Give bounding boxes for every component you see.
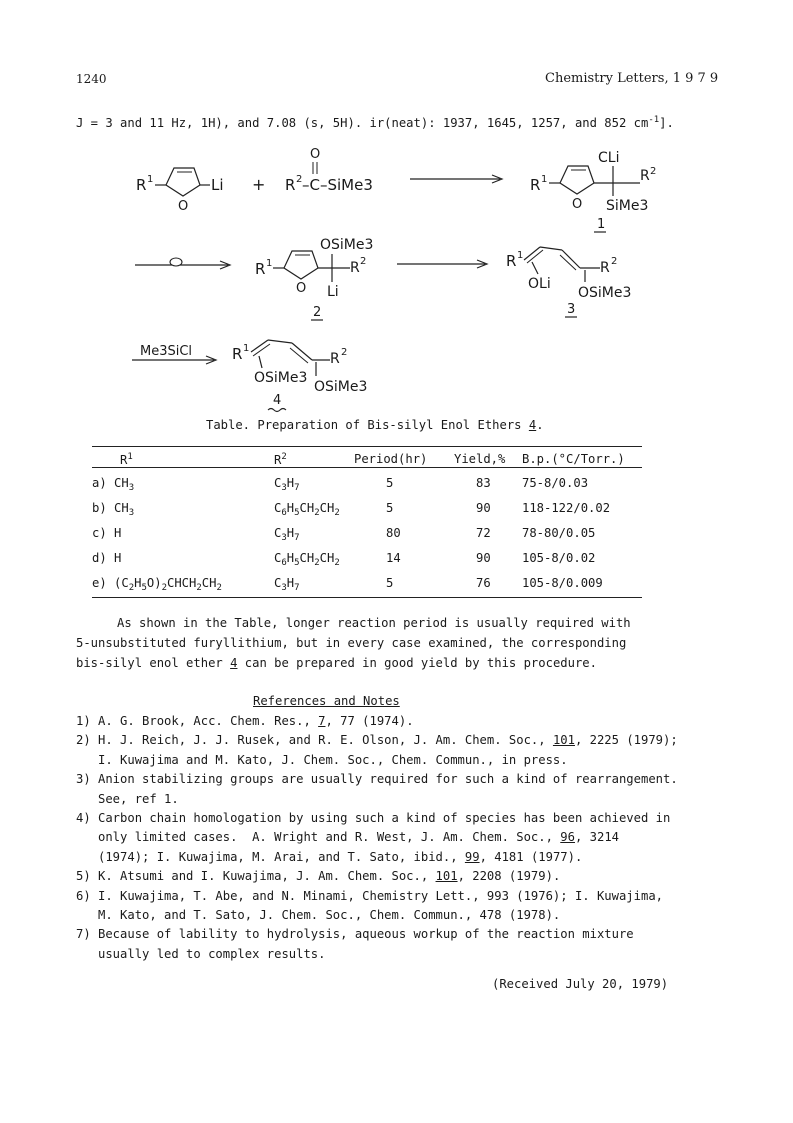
reference-line: only limited cases. A. Wright and R. West, J. Am. Chem. Soc., 96, 3214 (76, 830, 619, 845)
svg-text:2: 2 (296, 174, 303, 185)
page-number: 1240 (76, 72, 107, 86)
table-cell-period: 14 (386, 551, 401, 565)
svg-text:OSiMe3: OSiMe3 (578, 285, 632, 301)
table-cell-bp: 118-122/0.02 (522, 501, 611, 515)
svg-text:R: R (600, 260, 610, 276)
svg-text:O: O (310, 147, 321, 162)
reagent-label: Me3SiCl (140, 344, 193, 359)
svg-text:2: 2 (360, 256, 367, 267)
svg-text:1: 1 (517, 250, 524, 261)
table-cell-bp: 105-8/0.009 (522, 576, 603, 590)
table-cell-yield: 90 (476, 501, 491, 515)
reference-line: usually led to complex results. (76, 946, 326, 961)
svg-text:1: 1 (541, 174, 548, 185)
svg-text:1: 1 (243, 343, 250, 354)
compound-2-structure (255, 237, 373, 320)
reference-line: 1) A. G. Brook, Acc. Chem. Res., 7, 77 (1974). (76, 714, 414, 728)
compound-3-structure (506, 247, 631, 317)
svg-text:OSiMe3: OSiMe3 (254, 370, 308, 386)
svg-text:Li: Li (211, 176, 224, 194)
svg-text:R: R (530, 176, 541, 194)
table-cell-r2: $C_6H_5CH_2CH_2$ (274, 551, 340, 568)
svg-text:1: 1 (147, 174, 154, 185)
table-cell-bp: 75-8/0.03 (522, 476, 589, 490)
svg-text:Li: Li (327, 284, 339, 300)
table-cell-r1: d) H (92, 551, 122, 565)
svg-text:1: 1 (597, 217, 606, 232)
svg-text:4: 4 (273, 393, 282, 408)
table-cell-r1: b) $CH_3$ (92, 501, 135, 518)
svg-text:O: O (178, 199, 189, 214)
furyllithium-structure (136, 168, 224, 214)
journal-header: Chemistry Letters, 1 9 7 9 (545, 71, 719, 86)
svg-text:1: 1 (266, 258, 273, 269)
reference-line: (1974); I. Kuwajima, M. Arai, and T. Sato, ibid., 99, 4181 (1977). (76, 849, 583, 864)
table-bottom-rule (92, 597, 642, 598)
table-cell-period: 5 (386, 476, 394, 490)
paragraph-line-2: 5-unsubstituted furyllithium, but in every case examined, the corresponding (76, 636, 627, 650)
table-cell-bp: 78-80/0.05 (522, 526, 596, 540)
table-cell-period: 5 (386, 501, 394, 515)
table-top-rule (92, 446, 642, 447)
paragraph-line-1: As shown in the Table, longer reaction period is usually required with (117, 616, 631, 630)
table-cell-period: 5 (386, 576, 394, 590)
circle-arrow-mark (170, 258, 182, 266)
table-cell-bp: 105-8/0.02 (522, 551, 596, 565)
svg-text:2: 2 (341, 347, 348, 358)
svg-text:CLi: CLi (598, 150, 620, 166)
svg-text:R: R (285, 176, 296, 194)
table-header-rule (92, 467, 642, 468)
svg-text:2: 2 (313, 305, 322, 320)
table-cell-r2: $C_3H_7$ (274, 526, 300, 543)
svg-text:3: 3 (567, 302, 576, 317)
plus-sign: + (252, 175, 266, 194)
svg-text:R: R (640, 168, 650, 184)
table-cell-yield: 90 (476, 551, 491, 565)
col-header-bp: B.p.(°C/Torr.) (522, 452, 625, 466)
svg-text:SiMe3: SiMe3 (606, 198, 649, 214)
svg-text:2: 2 (650, 166, 657, 177)
table-cell-r1: e) $(C_2H_5O)_2CHCH_2CH_2$ (92, 576, 222, 593)
intro-line: J = 3 and 11 Hz, 1H), and 7.08 (s, 5H). ir(neat): 1937, 1645, 1257, and 852 $cm^{-1}$]. (76, 115, 674, 130)
reference-line: 5) K. Atsumi and I. Kuwajima, J. Am. Chem. Soc., 101, 2208 (1979). (76, 869, 561, 884)
col-header-yield: Yield,% (454, 452, 506, 466)
svg-text:R: R (136, 176, 147, 194)
reference-line: M. Kato, and T. Sato, J. Chem. Soc., Chem. Commun., 478 (1978). (76, 908, 561, 922)
table-cell-period: 80 (386, 526, 401, 540)
table-cell-r2: $C_6H_5CH_2CH_2$ (274, 501, 340, 518)
col-header-r1: $R^1$ (120, 452, 133, 467)
table-cell-yield: 76 (476, 576, 491, 590)
table-cell-r2: $C_3H_7$ (274, 476, 300, 493)
compound-4-structure (232, 340, 367, 412)
svg-text:OSiMe3: OSiMe3 (314, 379, 368, 395)
table-cell-r1: a) $CH_3$ (92, 476, 135, 493)
svg-text:2: 2 (611, 256, 618, 267)
svg-text:O: O (296, 281, 307, 296)
table-cell-r1: c) H (92, 526, 122, 540)
compound-1-structure (530, 150, 656, 232)
acylsilane-structure (285, 147, 373, 194)
svg-text:–C–SiMe3: –C–SiMe3 (302, 176, 373, 194)
svg-text:R: R (255, 260, 266, 278)
reference-line: 2) H. J. Reich, J. J. Rusek, and R. E. Olson, J. Am. Chem. Soc., 101, 2225 (1979); (76, 733, 678, 748)
reference-line: I. Kuwajima and M. Kato, J. Chem. Soc., Chem. Commun., in press. (76, 752, 568, 767)
svg-text:R: R (232, 345, 243, 363)
col-header-r2: $R^2$ (274, 452, 287, 467)
reaction-scheme (0, 0, 793, 420)
reference-line: 7) Because of lability to hydrolysis, aqueous workup of the reaction mixture (76, 927, 634, 942)
svg-text:R: R (350, 260, 360, 276)
col-header-period: Period(hr) (354, 452, 428, 466)
table-cell-yield: 83 (476, 476, 491, 490)
received-date: (Received July 20, 1979) (492, 977, 669, 991)
table-cell-yield: 72 (476, 526, 491, 540)
reference-line: 4) Carbon chain homologation by using such a kind of species has been achieved in (76, 811, 671, 825)
paragraph-line-3: bis-silyl enol ether 4 can be prepared in good yield by this procedure. (76, 656, 597, 670)
svg-text:O: O (572, 197, 583, 212)
reference-line: 6) I. Kuwajima, T. Abe, and N. Minami, Chemistry Lett., 993 (1976); I. Kuwajima, (76, 888, 663, 903)
svg-text:R: R (506, 252, 517, 270)
svg-text:R: R (330, 351, 340, 367)
svg-text:OLi: OLi (528, 276, 551, 292)
svg-text:OSiMe3: OSiMe3 (320, 237, 374, 253)
table-cell-r2: $C_3H_7$ (274, 576, 300, 593)
reference-line: See, ref 1. (76, 791, 179, 806)
reference-line: 3) Anion stabilizing groups are usually required for such a kind of rearrangement. (76, 772, 678, 787)
table-caption: Table. Preparation of Bis-silyl Enol Ethers 4. (206, 418, 544, 432)
references-heading: References and Notes (253, 694, 400, 708)
